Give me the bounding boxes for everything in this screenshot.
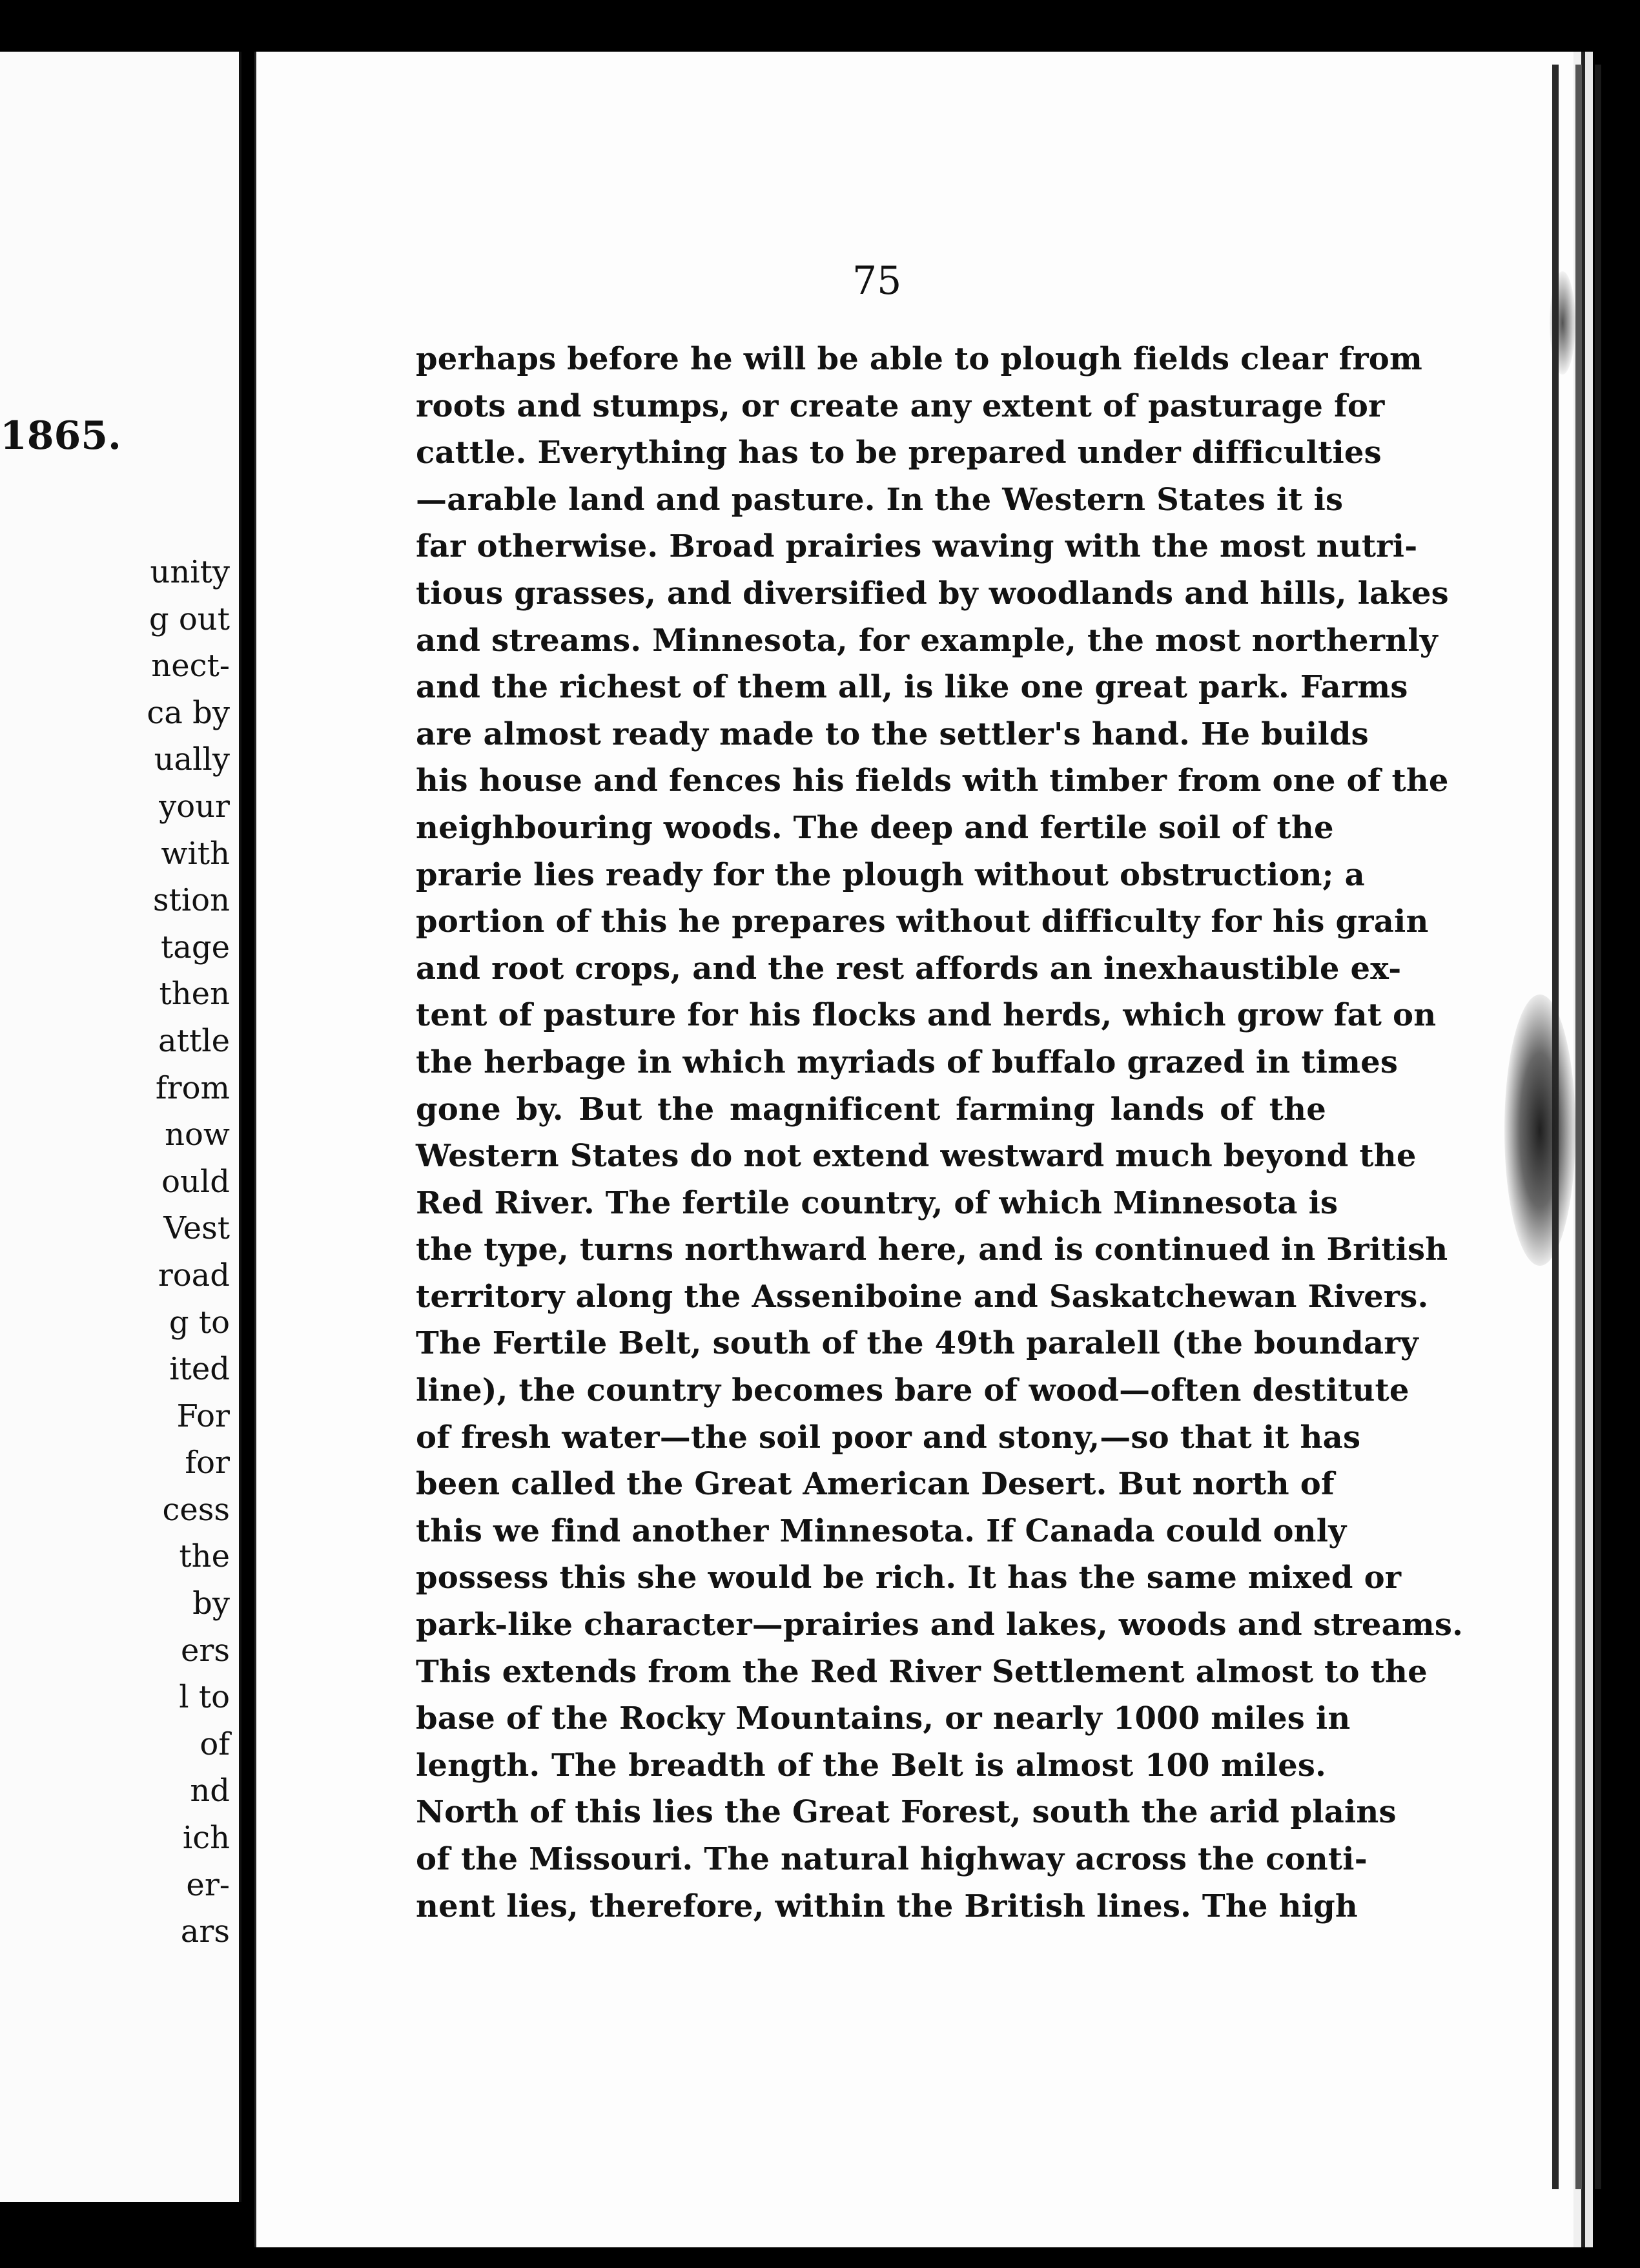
text-line: this we find another Minnesota. If Canada could only (416, 1512, 1347, 1549)
book-gutter (241, 39, 254, 2209)
left-line-fragment: with (161, 835, 230, 872)
left-line-fragment: ould (161, 1163, 230, 1200)
body-text (416, 336, 1464, 1930)
text-line: the herbage in which myriads of buffalo grazed in times (416, 1044, 1399, 1080)
left-line-fragment: ers (181, 1632, 230, 1669)
left-line-fragment: l to (179, 1679, 230, 1716)
left-line-fragment: nd (190, 1773, 230, 1809)
text-line: far otherwise. Broad prairies waving with the most nutri- (416, 528, 1418, 565)
left-line-fragment: er- (186, 1866, 230, 1903)
left-line-fragment: the (179, 1538, 230, 1575)
left-line-fragment: ich (182, 1820, 230, 1857)
left-line-fragment: g to (169, 1304, 230, 1341)
left-line-fragment: by (192, 1585, 230, 1622)
text-line: territory along the Asseniboine and Saskatchewan Rivers. (416, 1278, 1429, 1315)
left-line-fragment: For (176, 1397, 230, 1434)
left-line-fragment: attle (158, 1022, 230, 1059)
left-line-fragment: stion (152, 882, 230, 919)
text-line: tent of pasture for his flocks and herds, which grow fat on (416, 997, 1437, 1034)
left-line-fragment: then (159, 976, 230, 1013)
text-line: —arable land and pasture. In the Western States it is (416, 481, 1344, 518)
left-line-fragment: ited (169, 1351, 230, 1388)
text-line: of fresh water—the soil poor and stony,—so that it has (416, 1419, 1361, 1456)
ink-smudge (1550, 271, 1575, 375)
text-line: neighbouring woods. The deep and fertile soil of the (416, 809, 1334, 846)
text-line: North of this lies the Great Forest, south the arid plains (416, 1794, 1397, 1831)
left-line-fragment: for (185, 1445, 230, 1481)
text-line: base of the Rocky Mountains, or nearly 1000 miles in (416, 1700, 1351, 1737)
text-line: are almost ready made to the settler's hand. He builds (416, 716, 1369, 752)
left-line-fragment: nect- (151, 648, 230, 685)
ink-smudge (1504, 995, 1575, 1266)
left-line-fragment: Vest (163, 1210, 230, 1247)
left-line-fragment: cess (162, 1491, 230, 1528)
text-line: possess this she would be rich. It has the same mixed or (416, 1560, 1402, 1596)
left-line-fragment: from (155, 1069, 230, 1106)
text-line: prarie lies ready for the plough without obstruction; a (416, 856, 1365, 893)
text-line: and root crops, and the rest affords an inexhaustible ex- (416, 950, 1402, 987)
text-line: park-like character—prairies and lakes, woods and streams. (416, 1607, 1464, 1644)
text-line: cattle. Everything has to be prepared under difficulties (416, 435, 1382, 471)
text-line: tious grasses, and diversified by woodlands and hills, lakes (416, 575, 1449, 612)
left-line-fragment: g out (149, 601, 230, 637)
text-line: line), the country becomes bare of wood—often destitute (416, 1372, 1409, 1409)
text-line: perhaps before he will be able to plough fields clear from (416, 341, 1423, 377)
text-line: portion of this he prepares without difficulty for his grain (416, 903, 1429, 940)
text-line: his house and fences his fields with timber from one of the (416, 763, 1449, 799)
left-line-fragment: tage (160, 929, 230, 965)
left-line-fragment: your (159, 788, 230, 825)
text-line: and the richest of them all, is like one great park. Farms (416, 669, 1408, 706)
page-number: 75 (852, 258, 902, 304)
text-line: The Fertile Belt, south of the 49th paralell (the boundary (416, 1325, 1419, 1362)
page-edge (1595, 65, 1601, 2189)
left-line-fragment: road (158, 1257, 230, 1294)
left-page-year: 1865. (0, 413, 121, 459)
text-line: Red River. The fertile country, of which Minnesota is (416, 1184, 1338, 1221)
previous-page-fragment (0, 52, 241, 2202)
text-line: This extends from the Red River Settlement almost to the (416, 1653, 1428, 1690)
left-line-fragment: ually (154, 741, 230, 778)
left-line-fragment: unity (150, 554, 230, 590)
text-line: length. The breadth of the Belt is almost 100 miles. (416, 1747, 1326, 1784)
left-line-fragment: ars (180, 1913, 230, 1950)
left-line-fragment: ca by (147, 694, 230, 731)
text-line: of the Missouri. The natural highway across the conti- (416, 1841, 1368, 1877)
text-line: Western States do not extend westward much beyond the (416, 1138, 1417, 1175)
text-line: gone by. But the magnificent farming lands of the (416, 1091, 1326, 1128)
text-line: and streams. Minnesota, for example, the most northernly (416, 622, 1438, 659)
page-edge (1575, 65, 1582, 2189)
text-line: the type, turns northward here, and is continued in British (416, 1232, 1448, 1268)
left-page-line-fragments (147, 549, 230, 1955)
text-line: nent lies, therefore, within the British lines. The high (416, 1888, 1358, 1924)
left-line-fragment: of (200, 1726, 230, 1762)
text-line: roots and stumps, or create any extent of pasturage for (416, 387, 1385, 424)
left-line-fragment: now (165, 1117, 230, 1153)
text-line: been called the Great American Desert. But north of (416, 1466, 1335, 1503)
